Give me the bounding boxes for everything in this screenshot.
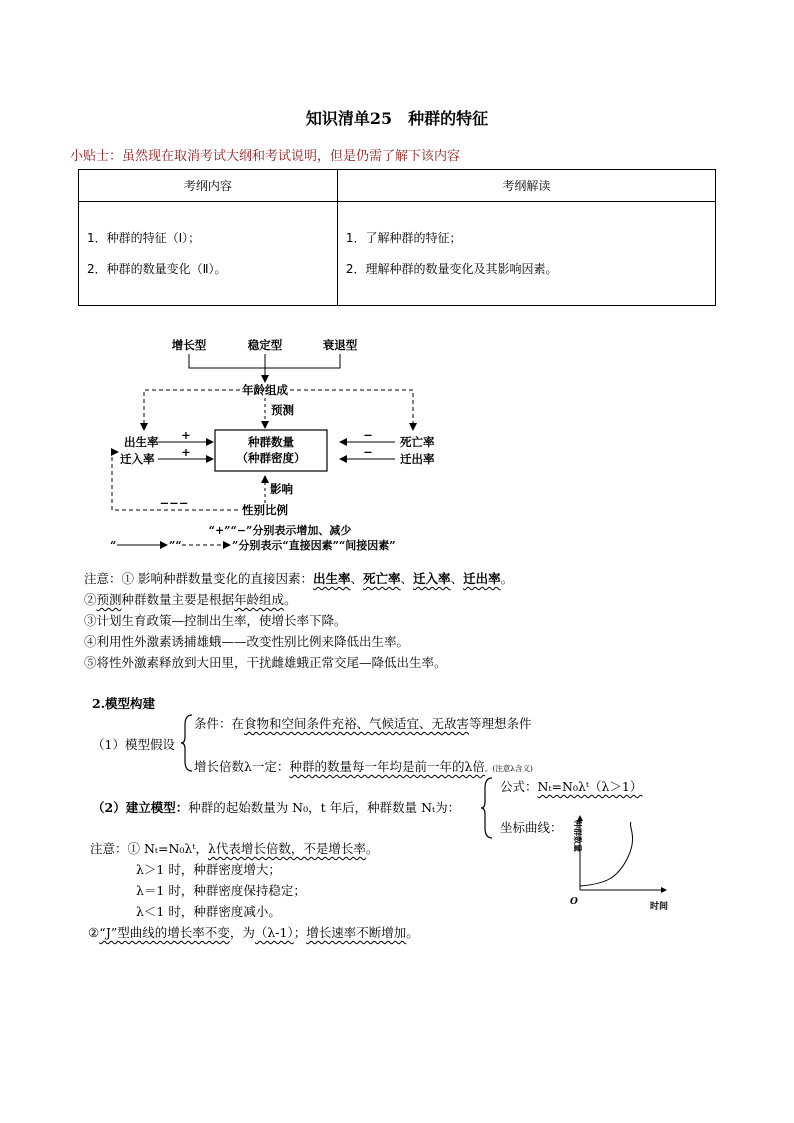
lambda-case: λ＝1 时，种群密度保持稳定； [136,883,306,898]
legend-factor-meaning: ”分别表示“直接因素”“间接因素” [232,539,396,552]
origin-label: O [570,897,578,907]
outline-table [78,169,716,306]
note-3: ③计划生育政策—控制出生率，使增长率下降。 [84,613,347,628]
separator: ， [195,841,208,856]
note-prefix: 注意：① [90,841,144,856]
death-rate-term: 死亡率 [363,571,401,586]
separator: ； [293,925,307,940]
j-curve-graph [566,812,686,916]
note-1 [84,568,513,589]
note-2 [84,589,297,610]
emigration-label: 迁出率 [400,452,435,466]
note2-2 [88,922,419,943]
legend-sign-meaning: “+”“−”分别表示增加、减少 [208,524,352,537]
population-factor-diagram [100,330,445,555]
condition-suffix: 等理想条件 [469,716,532,731]
age-to-death-arrow [290,390,413,430]
plus-sign: + [181,428,191,442]
immigration-term: 迁入率 [413,571,451,586]
table-cell-content [79,202,338,306]
interpretation-item: 1．了解种群的特征； [345,230,462,245]
tip-text: 小贴士：虽然现在取消考试大纲和考试说明，但是仍需了解下该内容 [70,149,461,164]
formula: Nₜ=N₀λᵗ（λ＞1） [537,779,643,794]
influence-label: 影响 [270,482,293,496]
x-axis-label: 时间 [650,902,669,912]
minus-sign: − [363,428,373,442]
table-header-interpretation: 考纲解读 [337,170,715,202]
age-structure-label: 年龄组成 [242,383,288,397]
j-curve-rate: “J”型曲线的增长率不变 [99,925,230,940]
birth-rate-term: 出生率 [312,571,351,586]
curve-label: 坐标曲线： [500,820,563,835]
condition-key: 食物和空间条件充裕、气候适宜、无敌害 [244,716,470,731]
density-label: （种群密度） [236,451,306,465]
separator: 、 [450,571,464,586]
dashes-label: −−− [159,496,189,510]
interpretation-item: 2．理解种群的数量变化及其影响因素。 [345,261,558,276]
build-brace [480,776,494,840]
content-item: 2．种群的数量变化（Ⅱ）。 [87,261,227,276]
lambda-case: λ＞1 时，种群密度增大； [136,862,281,877]
legend-quote: ”“ [169,539,182,552]
note-text: ，为 [229,925,255,940]
birth-rate-label: 出生率 [124,435,159,449]
note-4: ④利用性外激素诱捕雄蛾——改变性别比例来降低出生率。 [84,634,410,649]
note-1-prefix: 注意：① 影响种群数量变化的直接因素： [84,571,313,586]
condition-prefix: 条件：在 [194,716,245,731]
content-item: 1．种群的特征（Ⅰ）； [87,230,201,245]
rate-prefix: 增长倍数λ一定： [194,759,290,774]
legend-quote: “ [110,539,117,552]
assume-label: （1）模型假设 [92,737,175,752]
population-label: 种群数量 [248,435,294,449]
table-cell-interpretation [337,202,715,306]
minus-sign: − [363,445,373,459]
build-model [92,798,460,816]
type-growth: 增长型 [171,338,207,352]
j-curve [580,822,633,886]
lambda-case: λ＜1 时，种群密度减小。 [136,904,281,919]
age-structure-term: 年龄组成 [234,592,285,607]
sex-ratio-label: 性别比例 [242,503,288,517]
predict-term: 预测 [96,592,122,607]
plus-sign: + [181,445,191,459]
separator: 、 [350,571,364,586]
note-number: ② [84,592,97,607]
table-header-content: 考纲内容 [79,170,338,202]
type-declining: 衰退型 [322,338,358,352]
note-text: 。 [284,592,297,607]
assume-condition [194,714,532,732]
separator: 。 [500,571,514,586]
immigration-label: 迁入率 [120,452,155,466]
lambda-meaning: λ代表增长倍数，不是增长率 [207,841,366,856]
build-label: （2）建立模型： [92,800,189,815]
assume-rate [194,757,533,775]
separator: 。 [365,841,379,856]
age-to-birth-arrow [144,390,240,430]
y-axis-label: 种群数量 [573,820,583,852]
formula-label: 公式： [500,779,538,794]
rate-value: （λ-1） [254,925,294,940]
rate-key: 种群的数量每一年均是前一年的λ倍 [289,759,485,774]
note-number: ② [88,925,100,940]
separator: 、 [400,571,414,586]
build-text: 种群的起始数量为 N₀，t 年后，种群数量 Nₜ为： [188,800,461,815]
type-stable: 稳定型 [247,338,283,352]
note-text: 种群数量主要是根据 [121,592,235,607]
note2-1 [90,838,378,859]
growth-speed: 增长速率不断增加 [306,925,407,940]
rate-note: 。(注意λ含义) [484,764,533,773]
page-title: 知识清单25 种群的特征 [305,109,489,128]
death-rate-label: 死亡率 [400,435,435,449]
formula-line [500,777,642,795]
types-bracket [189,354,340,368]
predict-label: 预测 [271,403,294,417]
formula-ref: Nₜ=N₀λᵗ [143,841,196,856]
separator: 。 [406,925,419,940]
emigration-term: 迁出率 [463,571,501,586]
assume-brace [180,713,194,773]
section-heading: 2.模型构建 [92,696,156,711]
note-5: ⑤将性外激素释放到大田里，干扰雌雄蛾正常交尾—降低出生率。 [84,655,447,670]
